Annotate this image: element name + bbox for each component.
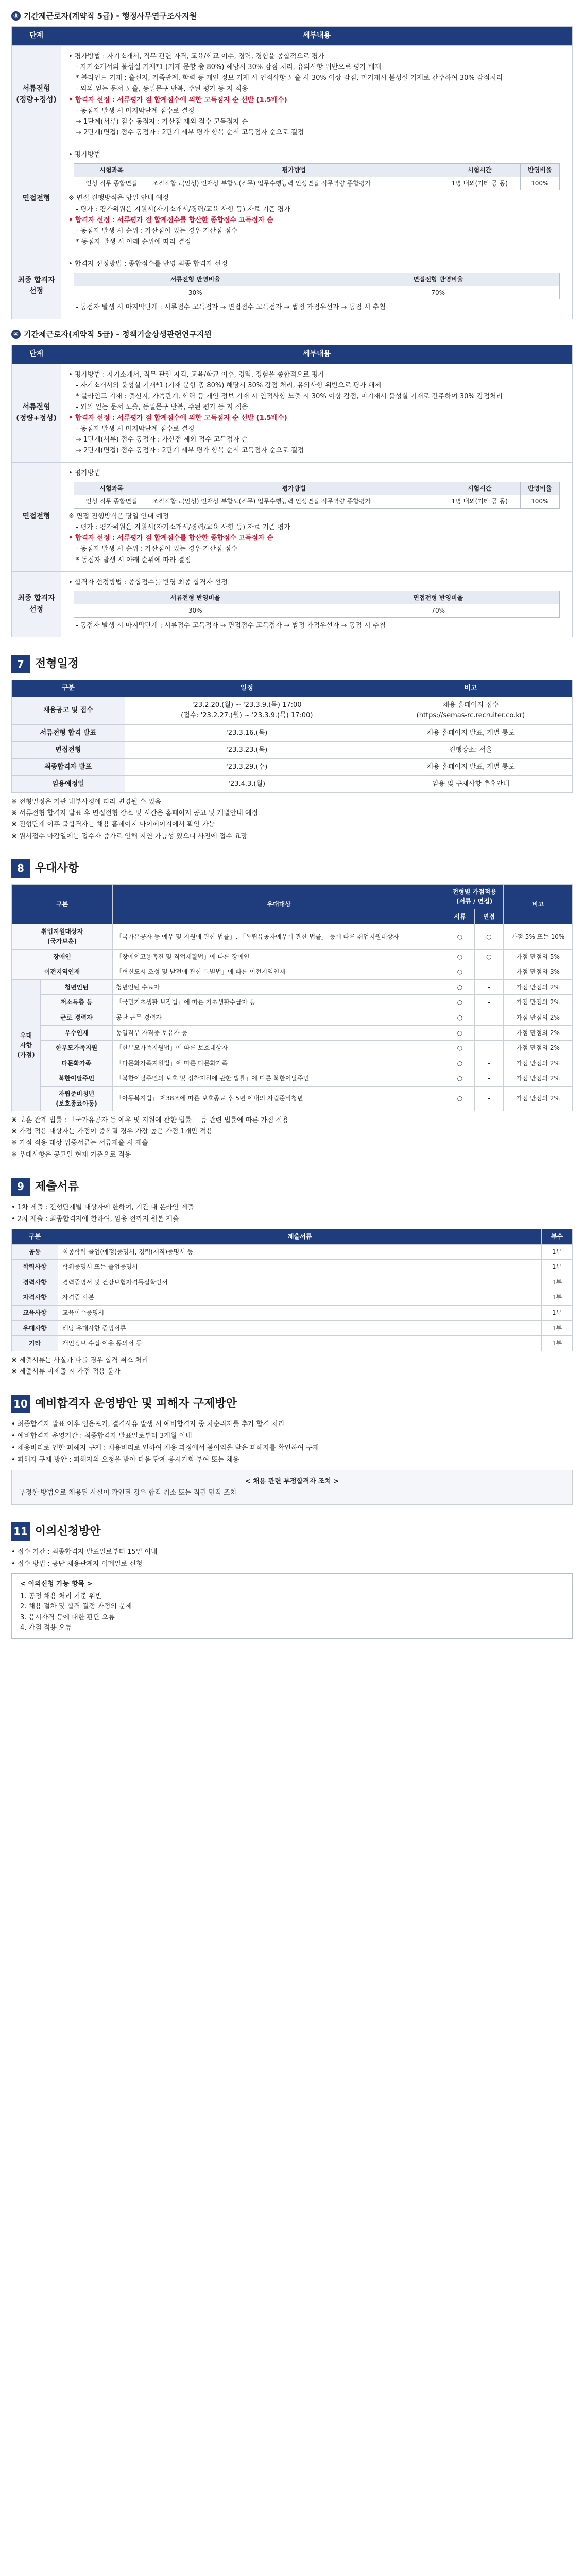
section-objection — [11, 1522, 573, 1639]
pref-desc: 동일직무 자격증 보유자 등 — [113, 1025, 445, 1041]
interview-line: - 동점자 발생 시 순위 : 가산점이 있는 경우 가산점 점수 — [76, 227, 238, 235]
stage-header: 단계 — [12, 27, 61, 46]
interview-td: 조직적합도(인성) 인재상 부합도(직무) 업무수행능력 인성면접 직무역량 종합평가 — [149, 495, 439, 509]
pref-name: 청년인턴 — [41, 979, 113, 995]
pref-interview-mark: - — [474, 1056, 503, 1071]
doc-line: • 평가방법 : 자기소개서, 직무 관련 자격, 교육/학교 이수, 경력, 경험을 종합적으로 평가 — [68, 370, 324, 379]
final-line: - 동점자 발생 시 마지막단계 : 서류점수 고득점자 → 면접점수 고득점자 → 법정 가점우선자 → 동점 시 추첨 — [76, 303, 386, 312]
pref-name: 취업지원대상자 (국가보훈) — [12, 924, 113, 949]
interview-table-b — [74, 482, 560, 509]
schedule-cell: 채용 홈페이지 발표, 개별 통보 — [369, 758, 572, 775]
doc-line: • 합격자 선정 : 서류평가 점 합계점수에 의한 고득점자 순 선발 (1.5배수) — [68, 414, 287, 422]
pref-desc: 「국민기초생활 보장법」에 따른 기초생활수급자 등 — [113, 995, 445, 1010]
pref-row — [12, 1056, 573, 1071]
section-number: 11 — [11, 1522, 30, 1541]
documents-notes — [11, 1355, 573, 1377]
doc-line: - 자기소개서의 불성실 기재*1 (기재 문항 총 80%) 해당시 30% 감점 처리, 유의사항 위반으로 평가 배제 — [76, 381, 382, 389]
circle-icon: ④ — [11, 330, 21, 339]
interview-line: * 동점자 발생 시 아래 순위에 따라 결정 — [76, 238, 191, 246]
section-number: 8 — [11, 859, 30, 878]
remedy-line: • 예비합격자 운영기간 : 최종합격자 발표일로부터 3개월 이내 — [11, 1432, 192, 1440]
checklist-item: 1. 공정 채용 처리 기준 위반 — [20, 1592, 102, 1601]
section-schedule — [11, 655, 573, 842]
pref-doc-mark: ○ — [445, 1041, 474, 1056]
schedule-cell: 임용예정일 — [12, 775, 125, 792]
docs-item: 개인정보 수집·이용 동의서 등 — [58, 1336, 542, 1351]
final-th: 서류전형 반영비율 — [74, 273, 317, 286]
pref-doc-mark: ○ — [445, 1071, 474, 1087]
pref-th: 면접 — [474, 909, 503, 924]
pref-note-line: ※ 보훈 관계 법률 : 「국가유공자 등 예우 및 지원에 관한 법률」 등 관련 법률에 따른 가점 적용 — [11, 1116, 289, 1125]
remedy-box-line: 부정한 방법으로 채용된 사실이 확인된 경우 합격 취소 또는 직권 면직 조치 — [19, 1488, 237, 1497]
pref-desc: 「한부모가족지원법」에 따른 보호대상자 — [113, 1041, 445, 1056]
pref-doc-mark: ○ — [445, 979, 474, 995]
pref-note: 가점 만점의 5% — [504, 949, 573, 964]
pref-group: 우대 사항 (가점) — [12, 979, 41, 1111]
pref-th: 서류 — [445, 909, 474, 924]
checklist-item: 3. 응시자격 등에 대한 판단 오류 — [20, 1613, 115, 1621]
schedule-row — [12, 697, 573, 724]
checklist-item: 2. 채용 절차 및 합격 결정 과정의 문제 — [20, 1603, 132, 1611]
pref-note-line: ※ 가점 적용 대상자는 가점이 중복될 경우 가장 높은 가점 1개만 적용 — [11, 1128, 213, 1136]
section-title: 이의신청방안 — [35, 1524, 101, 1538]
final-td: 30% — [74, 604, 317, 618]
pref-interview-mark: ○ — [474, 949, 503, 964]
remedy-lines — [11, 1419, 573, 1466]
pref-name: 저소득층 등 — [41, 995, 113, 1010]
pref-name: 장애인 — [12, 949, 113, 964]
pref-doc-mark: ○ — [445, 924, 474, 949]
pref-doc-mark: ○ — [445, 949, 474, 964]
docs-group: 학력사항 — [12, 1260, 58, 1275]
pref-interview-mark: - — [474, 1071, 503, 1087]
stage-doc-detail-b — [61, 364, 573, 462]
documents-intro — [11, 1202, 573, 1225]
doc-line: - 자기소개서의 불성실 기재*1 (기재 문항 총 80%) 해당시 30% 감점 처리, 유의사항 위반으로 평가 배제 — [76, 63, 382, 72]
schedule-cell: '23.4.3.(월) — [125, 775, 369, 792]
pref-desc: 「장애인고용촉진 및 직업재활법」에 따른 장애인 — [113, 949, 445, 964]
subhead-b-text: 기간제근로자(계약직 5급) - 정책기술상생관련연구지원 — [24, 329, 212, 339]
documents-table — [11, 1229, 573, 1351]
pref-name: 우수인재 — [41, 1025, 113, 1041]
interview-line: • 평가방법 — [68, 469, 101, 477]
stage-final-detail-b — [61, 571, 573, 637]
schedule-cell: 최종합격자 발표 — [12, 758, 125, 775]
docs-item: 최종학력 졸업(예정)증명서, 경력(재직)증명서 등 — [58, 1244, 542, 1260]
schedule-notes — [11, 797, 573, 842]
pref-row — [12, 1086, 573, 1111]
stage-table-a — [11, 26, 573, 319]
pref-interview-mark: - — [474, 1025, 503, 1041]
pref-desc: 청년인턴 수료자 — [113, 979, 445, 995]
interview-th: 시험과목 — [74, 482, 149, 495]
schedule-note: ※ 원서접수 마감일에는 접수자 증가로 인해 지연 가능성 있으니 사전에 접수 요망 — [11, 832, 248, 840]
schedule-cell: 진행장소: 서울 — [369, 741, 572, 758]
docs-row — [12, 1275, 573, 1290]
pref-note-line: ※ 가점 적용 대상 입증서류는 서류제출 시 제출 — [11, 1139, 148, 1147]
interview-line: • 평가방법 — [68, 151, 101, 159]
docs-th: 제출서류 — [58, 1229, 542, 1245]
pref-note: 가점 만점의 2% — [504, 979, 573, 995]
pref-interview-mark: ○ — [474, 924, 503, 949]
interview-line: ※ 면접 진행방식은 당일 안내 예정 — [68, 512, 169, 520]
pref-th: 비고 — [504, 884, 573, 924]
doc-line: - 동점자 발생 시 마지막단계 점수로 결정 — [76, 107, 195, 115]
interview-td: 100% — [520, 177, 559, 190]
pref-row — [12, 964, 573, 980]
preference-notes — [11, 1115, 573, 1160]
interview-line: - 동점자 발생 시 순위 : 가산점이 있는 경우 가산점 점수 — [76, 545, 238, 553]
preference-table — [11, 884, 573, 1112]
pref-doc-mark: ○ — [445, 1025, 474, 1041]
interview-line: • 합격자 선정 : 서류평가 점 합계점수를 합산한 종합점수 고득점자 순 — [68, 534, 273, 543]
pref-row — [12, 1071, 573, 1087]
section-title: 제출서류 — [35, 1180, 79, 1193]
pref-row — [12, 995, 573, 1010]
schedule-th: 구분 — [12, 680, 125, 697]
stage-interview-detail — [61, 144, 573, 253]
schedule-note: ※ 전형단계 이후 불합격자는 채용 홈페이지 마이페이지에서 확인 가능 — [11, 821, 215, 829]
pref-interview-mark: - — [474, 979, 503, 995]
schedule-note: ※ 서류전형 합격자 발표 후 면접전형 장소 및 시간은 홈페이지 공고 및 개별안내 예정 — [11, 809, 259, 818]
objection-line: • 접수 방법 : 공단 채용관계자 이메일로 신청 — [11, 1560, 143, 1568]
interview-th: 시험과목 — [74, 164, 149, 177]
interview-th: 반영비율 — [520, 482, 559, 495]
pref-desc: 「북한이탈주민의 보호 및 정착지원에 관한 법률」에 따른 북한이탈주민 — [113, 1071, 445, 1087]
pref-note: 가점 만점의 3% — [504, 964, 573, 980]
interview-td: 1명 내외(기타 공 동) — [439, 177, 520, 190]
schedule-cell: 채용 홈페이지 접수 (https://semas-rc.recruiter.co.kr) — [369, 697, 572, 724]
stage-final-b: 최종 합격자 선정 — [12, 571, 61, 637]
docs-row — [12, 1260, 573, 1275]
section-title: 전형일정 — [35, 657, 79, 671]
pref-note: 가점 만점의 2% — [504, 1086, 573, 1111]
pref-row — [12, 979, 573, 995]
pref-desc: 「국가유공자 등 예우 및 지원에 관한 법률」, 「독립유공자예우에 관한 법률」 등에 따른 취업지원대상자 — [113, 924, 445, 949]
stage-interview-b: 면접전형 — [12, 462, 61, 571]
schedule-row — [12, 775, 573, 792]
schedule-th: 비고 — [369, 680, 572, 697]
docs-count: 1부 — [542, 1275, 573, 1290]
pref-row — [12, 1041, 573, 1056]
docs-row — [12, 1305, 573, 1320]
interview-td: 인성 직무 종합면접 — [74, 177, 149, 190]
schedule-cell: 면접전형 — [12, 741, 125, 758]
doc-line: → 1단계(서류) 점수 동점자 : 가산점 제외 점수 고득점자 순 — [76, 436, 248, 444]
doc-line: - 외의 얻는 문서 노출, 동일문구 반복, 주된 평가 등 지 적용 — [76, 85, 248, 93]
docs-group: 공통 — [12, 1244, 58, 1260]
pref-interview-mark: - — [474, 1010, 503, 1026]
docs-row — [12, 1244, 573, 1260]
doc-line: → 2단계(면접) 점수 동점자 : 2단계 세부 평가 항목 순서 고득점자 순으로 결정 — [76, 128, 304, 137]
final-line: - 동점자 발생 시 마지막단계 : 서류점수 고득점자 → 면접점수 고득점자 → 법정 가점우선자 → 동점 시 추첨 — [76, 621, 386, 630]
interview-line: - 평가 : 평가위원은 지원서(자기소개서/경력/교육 사항 등) 자료 기준 평가 — [76, 205, 290, 213]
docs-count: 1부 — [542, 1320, 573, 1336]
pref-name: 자립준비청년 (보호종료아동) — [41, 1086, 113, 1111]
docs-row — [12, 1320, 573, 1336]
schedule-row — [12, 758, 573, 775]
interview-th: 시험시간 — [439, 482, 520, 495]
stage-interview-detail-b — [61, 462, 573, 571]
doc-line: • 합격자 선정 : 서류평가 점 합계점수에 의한 고득점자 순 선발 (1.5배수) — [68, 96, 287, 104]
section-number: 10 — [11, 1395, 30, 1413]
pref-doc-mark: ○ — [445, 995, 474, 1010]
subhead-a — [11, 10, 573, 22]
stage-header: 단계 — [12, 345, 61, 364]
doc-line: - 동점자 발생 시 마지막단계 점수로 결정 — [76, 425, 195, 433]
schedule-cell: '23.3.23.(목) — [125, 741, 369, 758]
stage-doc: 서류전형 (정량+정성) — [12, 45, 61, 144]
stage-final-detail — [61, 253, 573, 319]
final-td: 70% — [317, 286, 560, 299]
interview-th: 시험시간 — [439, 164, 520, 177]
schedule-note: ※ 전형일정은 기관 내부사정에 따라 변경될 수 있음 — [11, 798, 161, 806]
docs-th: 부수 — [542, 1229, 573, 1245]
docs-count: 1부 — [542, 1336, 573, 1351]
pref-row — [12, 949, 573, 964]
schedule-cell: '23.2.20.(월) ~ '23.3.9.(목) 17:00 (접수: '23.2.27.(월) ~ '23.3.9.(목) 17:00) — [125, 697, 369, 724]
remedy-line: • 피해자 구제 방안 : 피해자의 요청을 받아 다음 단계 응시기회 부여 또는 채용 — [11, 1456, 239, 1464]
pref-name: 근로 경력자 — [41, 1010, 113, 1026]
pref-note-line: ※ 우대사항은 공고일 현재 기준으로 적용 — [11, 1150, 131, 1159]
pref-th: 구분 — [12, 884, 113, 924]
interview-th: 반영비율 — [520, 164, 559, 177]
pref-row — [12, 1025, 573, 1041]
schedule-table — [11, 680, 573, 793]
interview-th: 평가방법 — [149, 164, 439, 177]
pref-note: 가점 만점의 2% — [504, 995, 573, 1010]
final-line: • 합격자 선정방법 : 종합점수를 반영 최종 합격자 선정 — [68, 578, 228, 586]
final-th: 면접전형 반영비율 — [317, 273, 560, 286]
subhead-a-text: 기간제근로자(계약직 5급) - 행정사무연구조사지원 — [24, 11, 197, 21]
docs-group: 경력사항 — [12, 1275, 58, 1290]
pref-note: 가점 만점의 2% — [504, 1010, 573, 1026]
schedule-cell: 채용공고 및 접수 — [12, 697, 125, 724]
docs-item: 해당 우대사항 증빙서류 — [58, 1320, 542, 1336]
documents-intro-line: • 1차 제출 : 전형단계별 대상자에 한하여, 기간 내 온라인 제출 — [11, 1203, 194, 1211]
pref-row — [12, 1010, 573, 1026]
objection-lines — [11, 1547, 573, 1569]
final-td: 70% — [317, 604, 560, 618]
pref-desc: 「혁신도시 조성 및 발전에 관한 특별법」에 따른 이전지역인재 — [113, 964, 445, 980]
pref-th: 전형별 가점적용 (서류 / 면접) — [445, 884, 504, 909]
pref-name: 이전지역인재 — [12, 964, 113, 980]
doc-line: * 블라인드 기재 : 출신지, 가족관계, 학력 등 개인 정보 기재 시 인적사항 노출 시 30% 이상 감점, 미기재시 불성실 기재로 간주하여 30% 감점처리 — [76, 74, 503, 82]
section-title: 우대사항 — [35, 861, 79, 875]
remedy-box — [11, 1470, 573, 1505]
pref-desc: 「다문화가족지원법」에 따른 다문화가족 — [113, 1056, 445, 1071]
section-documents — [11, 1178, 573, 1377]
documents-note: ※ 제출서류 미제출 시 가점 적용 불가 — [11, 1367, 121, 1376]
circle-icon: ③ — [11, 11, 21, 21]
schedule-th: 일정 — [125, 680, 369, 697]
documents-intro-line: • 2차 제출 : 최종합격자에 한하여, 임용 전까지 원본 제출 — [11, 1215, 179, 1223]
pref-desc: 「아동복지법」 제38조에 따른 보호종료 후 5년 이내의 자립준비청년 — [113, 1086, 445, 1111]
detail-header: 세부내용 — [61, 345, 573, 364]
pref-note: 가점 만점의 2% — [504, 1025, 573, 1041]
interview-line: * 동점자 발생 시 아래 순위에 따라 결정 — [76, 556, 191, 564]
section-remedy — [11, 1395, 573, 1505]
docs-row — [12, 1336, 573, 1351]
pref-doc-mark: ○ — [445, 964, 474, 980]
schedule-cell: 임용 및 구체사항 추후안내 — [369, 775, 572, 792]
docs-count: 1부 — [542, 1260, 573, 1275]
doc-line: → 1단계(서류) 점수 동점자 : 가산점 제외 점수 고득점자 순 — [76, 117, 248, 126]
docs-count: 1부 — [542, 1290, 573, 1306]
section-title: 예비합격자 운영방안 및 피해자 구제방안 — [35, 1397, 237, 1410]
checklist-item: 4. 가점 적용 오류 — [20, 1623, 72, 1632]
stage-doc-detail — [61, 45, 573, 144]
stage-doc-b: 서류전형 (정량+정성) — [12, 364, 61, 462]
final-line: • 합격자 선정방법 : 종합점수를 반영 최종 합격자 선정 — [68, 260, 228, 268]
schedule-cell: 서류전형 합격 발표 — [12, 724, 125, 741]
documents-note: ※ 제출서류는 사실과 다를 경우 합격 취소 처리 — [11, 1356, 148, 1364]
pref-interview-mark: - — [474, 995, 503, 1010]
schedule-row — [12, 741, 573, 758]
docs-item: 경력증명서 및 건강보험자격득실확인서 — [58, 1275, 542, 1290]
interview-td: 100% — [520, 495, 559, 509]
interview-line: - 평가 : 평가위원은 지원서(자기소개서/경력/교육 사항 등) 자료 기준 평가 — [76, 523, 290, 532]
docs-row — [12, 1290, 573, 1306]
section-number: 9 — [11, 1178, 30, 1196]
pref-th: 우대대상 — [113, 884, 445, 924]
doc-line: • 평가방법 : 자기소개서, 직무 관련 자격, 교육/학교 이수, 경력, 경험을 종합적으로 평가 — [68, 52, 324, 60]
docs-group: 교육사항 — [12, 1305, 58, 1320]
docs-group: 자격사항 — [12, 1290, 58, 1306]
pref-doc-mark: ○ — [445, 1086, 474, 1111]
interview-th: 평가방법 — [149, 482, 439, 495]
pref-interview-mark: - — [474, 964, 503, 980]
subhead-b — [11, 329, 573, 341]
pref-interview-mark: - — [474, 1086, 503, 1111]
stage-interview: 면접전형 — [12, 144, 61, 253]
pref-row — [12, 924, 573, 949]
pref-desc: 공단 근무 경력자 — [113, 1010, 445, 1026]
docs-item: 자격증 사본 — [58, 1290, 542, 1306]
pref-note: 가점 만점의 2% — [504, 1041, 573, 1056]
interview-td: 조직적합도(인성) 인재상 부합도(직무) 업무수행능력 인성면접 직무역량 종합평가 — [149, 177, 439, 190]
final-table-b — [74, 591, 560, 618]
schedule-row — [12, 724, 573, 741]
pref-note: 가점 만점의 2% — [504, 1056, 573, 1071]
section-number: 7 — [11, 655, 30, 673]
interview-line: • 합격자 선정 : 서류평가 점 합계점수를 합산한 종합점수 고득점자 순 — [68, 216, 273, 224]
doc-line: * 블라인드 기재 : 출신지, 가족관계, 학력 등 개인 정보 기재 시 인적사항 노출 시 30% 이상 감점, 미기재시 불성실 기재로 간주하여 30% 감점처리 — [76, 392, 503, 400]
docs-th: 구분 — [12, 1229, 58, 1245]
pref-name: 한부모가족지원 — [41, 1041, 113, 1056]
remedy-box-line: < 채용 관련 부정합격자 조치 > — [245, 1477, 339, 1485]
schedule-cell: 채용 홈페이지 발표, 개별 통보 — [369, 724, 572, 741]
objection-line: • 접수 기간 : 최종합격자 발표일로부터 15일 이내 — [11, 1548, 158, 1556]
interview-table — [74, 163, 560, 190]
doc-line: - 외의 얻는 문서 노출, 동일문구 반복, 주된 평가 등 지 적용 — [76, 403, 248, 411]
pref-doc-mark: ○ — [445, 1056, 474, 1071]
docs-item: 학위증명서 또는 졸업증명서 — [58, 1260, 542, 1275]
pref-name: 북한이탈주민 — [41, 1071, 113, 1087]
pref-note: 가점 만점의 2% — [504, 1071, 573, 1087]
docs-group: 우대사항 — [12, 1320, 58, 1336]
remedy-line: • 채용비리로 인한 피해자 구제 : 채용비리로 인하여 채용 과정에서 불이익을 받은 피해자를 확인하여 구제 — [11, 1444, 319, 1452]
checklist-title: < 이의신청 가능 항목 > — [20, 1580, 93, 1588]
final-th: 서류전형 반영비율 — [74, 591, 317, 604]
remedy-line: • 최종합격자 발표 이후 임용포기, 결격사유 발생 시 예비합격자 중 차순위자를 추가 합격 처리 — [11, 1420, 285, 1429]
pref-name: 다문화가족 — [41, 1056, 113, 1071]
section-preference — [11, 859, 573, 1160]
docs-group: 기타 — [12, 1336, 58, 1351]
final-td: 30% — [74, 286, 317, 299]
pref-interview-mark: - — [474, 1041, 503, 1056]
schedule-cell: '23.3.29.(수) — [125, 758, 369, 775]
schedule-cell: '23.3.16.(목) — [125, 724, 369, 741]
interview-line: ※ 면접 진행방식은 당일 안내 예정 — [68, 194, 169, 202]
doc-line: → 2단계(면접) 점수 동점자 : 2단계 세부 평가 항목 순서 고득점자 순으로 결정 — [76, 447, 304, 455]
final-th: 면접전형 반영비율 — [317, 591, 560, 604]
stage-final: 최종 합격자 선정 — [12, 253, 61, 319]
stage-table-b — [11, 345, 573, 637]
pref-note: 가점 5% 또는 10% — [504, 924, 573, 949]
interview-td: 1명 내외(기타 공 동) — [439, 495, 520, 509]
docs-count: 1부 — [542, 1305, 573, 1320]
pref-doc-mark: ○ — [445, 1010, 474, 1026]
final-table — [74, 273, 560, 299]
docs-item: 교육이수증명서 — [58, 1305, 542, 1320]
objection-checklist — [11, 1573, 573, 1639]
detail-header: 세부내용 — [61, 27, 573, 46]
interview-td: 인성 직무 종합면접 — [74, 495, 149, 509]
docs-count: 1부 — [542, 1244, 573, 1260]
